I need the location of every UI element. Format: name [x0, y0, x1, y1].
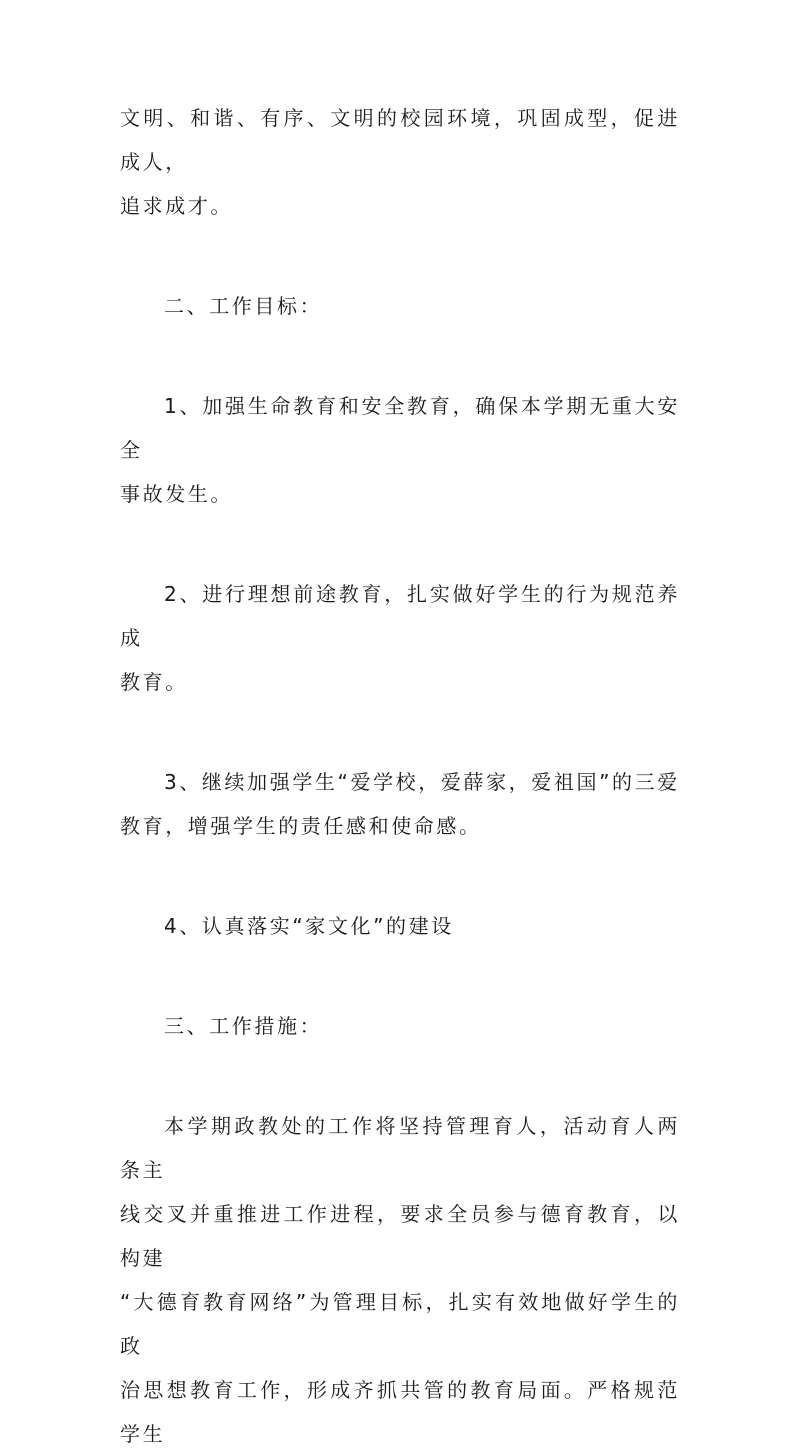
- goal-item-4: [120, 904, 680, 948]
- text-line: 治思想教育工作，形成齐抓共管的教育局面。严格规范学生: [120, 1378, 680, 1446]
- text-line: 4、认真落实“家文化”的建设: [164, 914, 454, 938]
- text-line: 教育，增强学生的责任感和使命感。: [120, 814, 482, 838]
- section-heading-goals: [120, 284, 680, 328]
- paragraph-gap: [120, 704, 680, 760]
- section-heading-measures: [120, 1004, 680, 1048]
- document-body: [120, 96, 680, 1456]
- paragraph-continuation: [120, 96, 680, 228]
- heading-text: 二、工作目标：: [164, 294, 323, 318]
- text-line: 事故发生。: [120, 482, 233, 506]
- paragraph-gap: [120, 848, 680, 904]
- heading-text: 三、工作措施：: [164, 1014, 323, 1038]
- goal-item-3: [120, 760, 680, 848]
- text-line: 文明、和谐、有序、文明的校园环境，巩固成型，促进成人，: [120, 106, 680, 174]
- paragraph-gap: [120, 328, 680, 384]
- text-line: 1、加强生命教育和安全教育，确保本学期无重大安全: [120, 394, 680, 462]
- goal-item-2: [120, 572, 680, 704]
- paragraph-gap: [120, 228, 680, 284]
- text-line: 2、进行理想前途教育，扎实做好学生的行为规范养成: [120, 582, 680, 650]
- paragraph-gap: [120, 1048, 680, 1104]
- text-line: 追求成才。: [120, 194, 233, 218]
- text-line: 线交叉并重推进工作进程，要求全员参与德育教育，以构建: [120, 1202, 680, 1270]
- measures-paragraph: [120, 1104, 680, 1456]
- text-line: 3、继续加强学生“爱学校，爱薛家，爱祖国”的三爱: [164, 770, 680, 794]
- text-line: 本学期政教处的工作将坚持管理育人，活动育人两条主: [120, 1114, 680, 1182]
- goal-item-1: [120, 384, 680, 516]
- paragraph-gap: [120, 516, 680, 572]
- paragraph-gap: [120, 948, 680, 1004]
- text-line: 教育。: [120, 670, 188, 694]
- text-line: “大德育教育网络”为管理目标，扎实有效地做好学生的政: [120, 1290, 680, 1358]
